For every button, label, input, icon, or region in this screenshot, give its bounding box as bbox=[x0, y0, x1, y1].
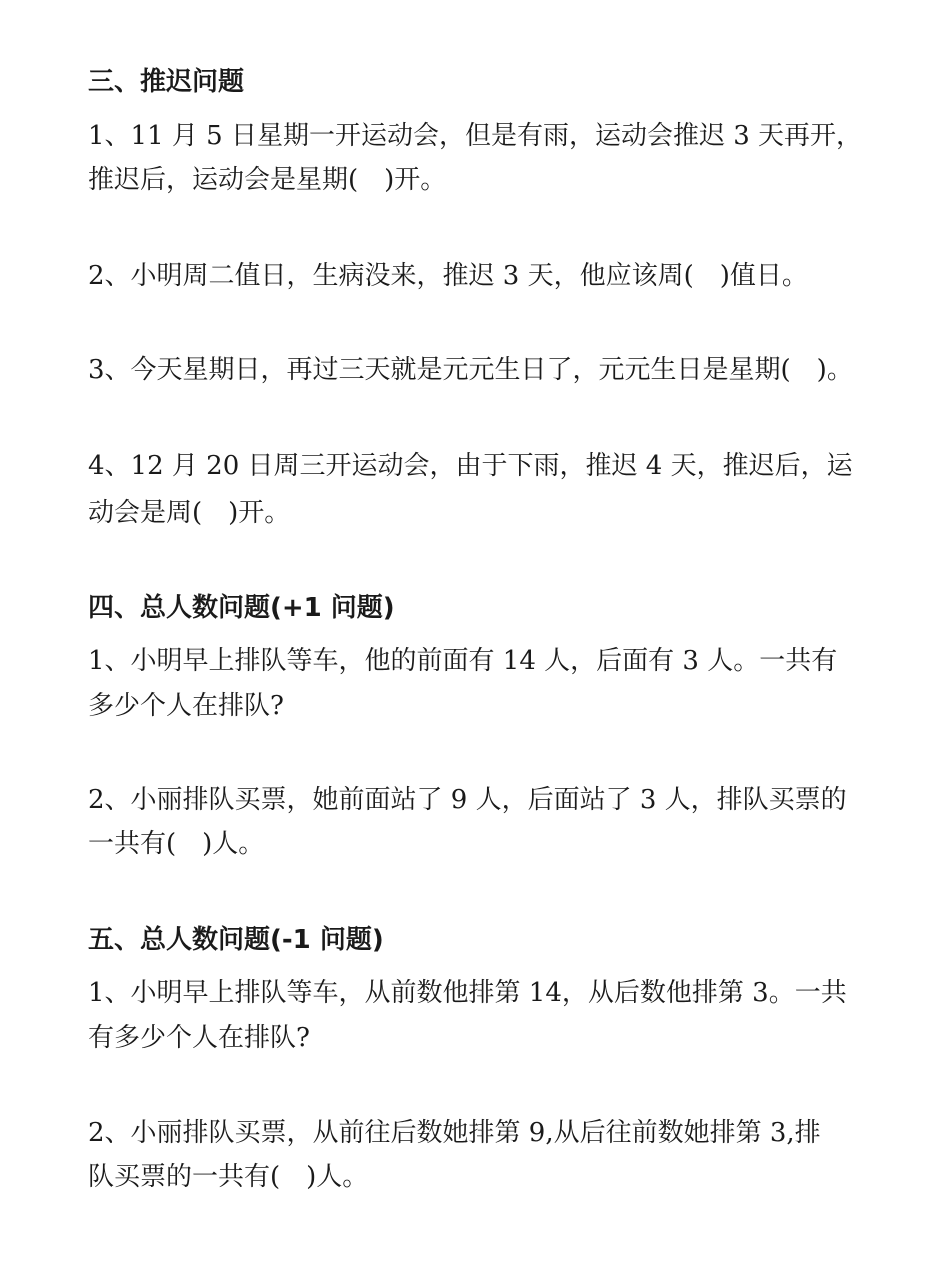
question-line: 动会是周( )开。 bbox=[88, 498, 291, 528]
section-heading-total-minus-one: 五、总人数问题(-1 问题) bbox=[88, 925, 384, 955]
question-line: 1、小明早上排队等车，从前数他排第 14，从后数他排第 3。一共 bbox=[88, 978, 847, 1008]
question-line: 推迟后，运动会是星期( )开。 bbox=[88, 165, 447, 195]
question-line: 2、小丽排队买票，从前往后数她排第 9,从后往前数她排第 3,排 bbox=[88, 1118, 821, 1148]
section-heading-delay: 三、推迟问题 bbox=[88, 67, 245, 97]
section-heading-total-plus-one: 四、总人数问题(+1 问题) bbox=[88, 593, 395, 623]
question-line: 1、小明早上排队等车，他的前面有 14 人，后面有 3 人。一共有 bbox=[88, 646, 838, 676]
question-line: 2、小丽排队买票，她前面站了 9 人，后面站了 3 人，排队买票的 bbox=[88, 785, 847, 815]
question-line: 有多少个人在排队? bbox=[88, 1023, 310, 1053]
question-line: 3、今天星期日，再过三天就是元元生日了，元元生日是星期( )。 bbox=[88, 355, 853, 385]
question-line: 一共有( )人。 bbox=[88, 829, 265, 859]
question-line: 1、11 月 5 日星期一开运动会，但是有雨，运动会推迟 3 天再开， bbox=[88, 121, 863, 151]
question-line: 4、12 月 20 日周三开运动会，由于下雨，推迟 4 天，推迟后，运 bbox=[88, 451, 853, 481]
question-line: 2、小明周二值日，生病没来，推迟 3 天，他应该周( )值日。 bbox=[88, 261, 808, 291]
question-line: 队买票的一共有( )人。 bbox=[88, 1162, 369, 1192]
question-line: 多少个人在排队? bbox=[88, 691, 284, 721]
